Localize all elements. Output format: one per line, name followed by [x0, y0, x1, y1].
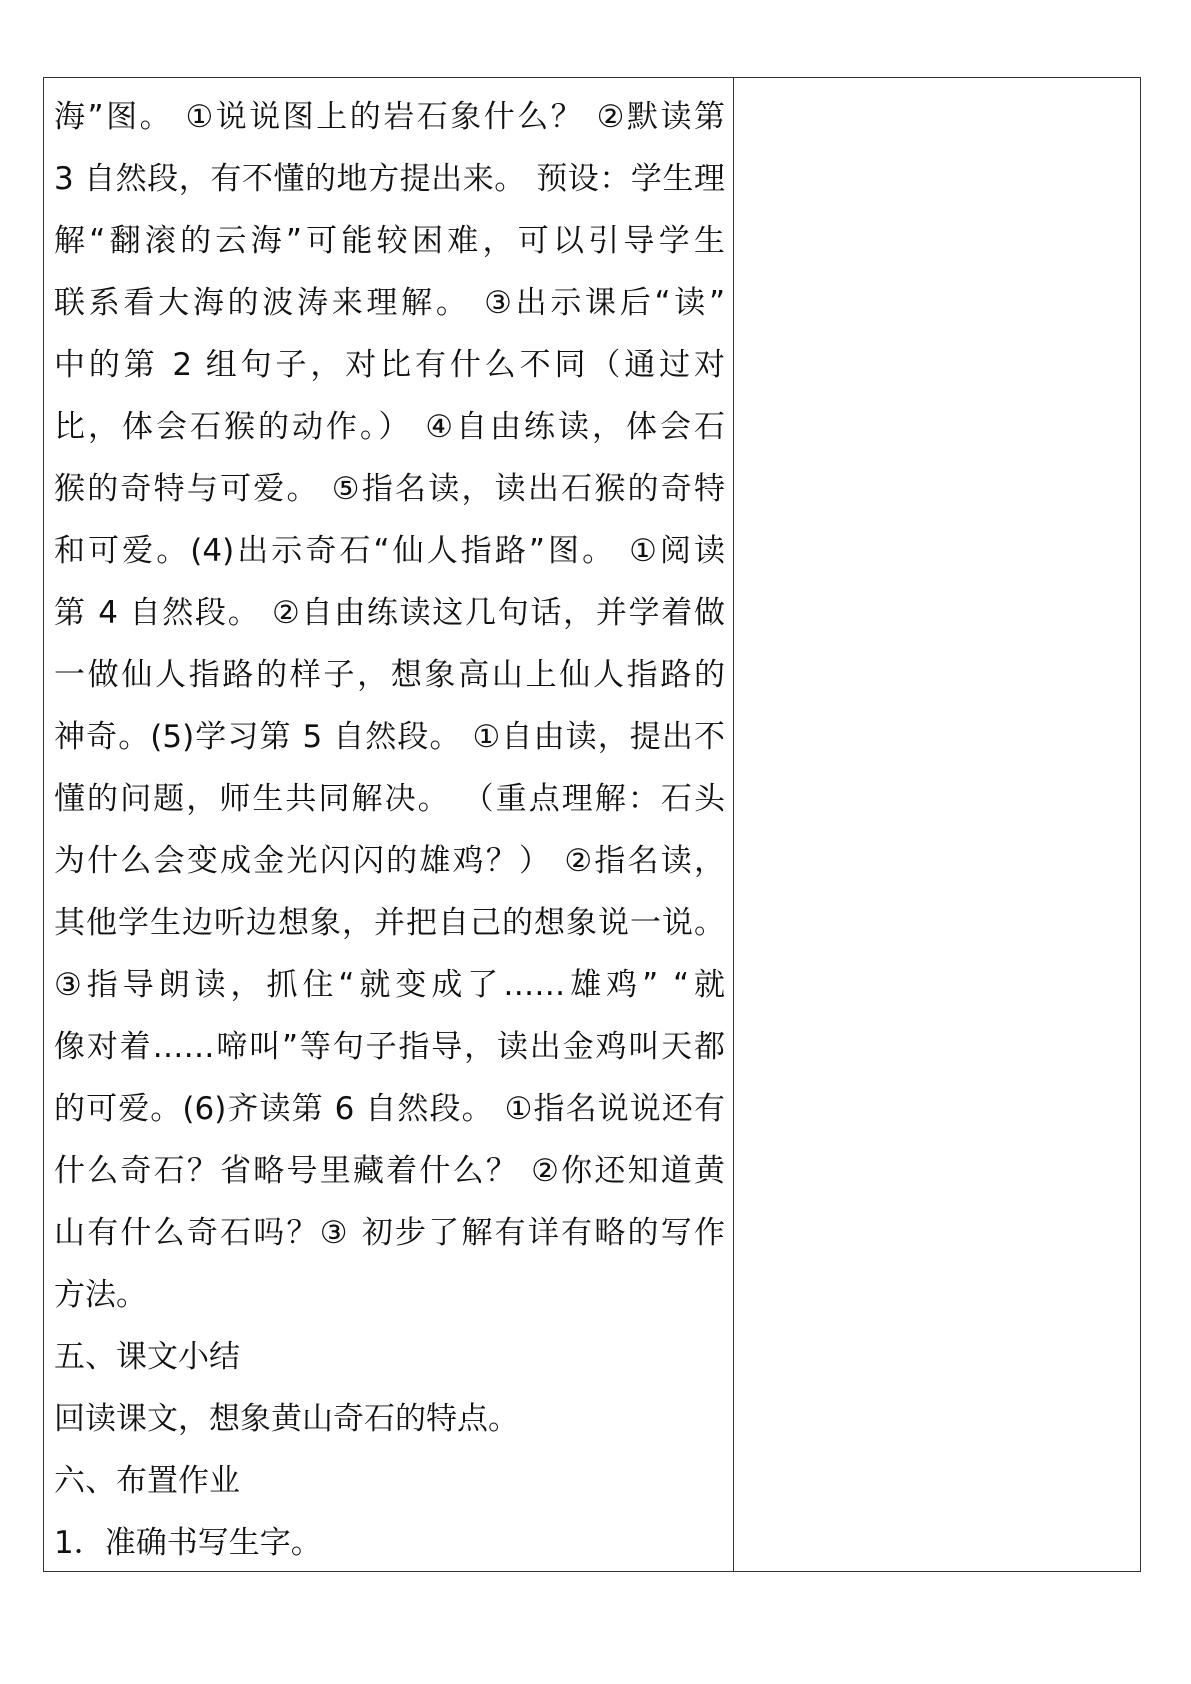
text-line: 海”图。 ①说说图上的岩石象什么？ ②默读第: [54, 99, 725, 135]
notes-cell: [734, 78, 1140, 1571]
text-line: 一做仙人指路的样子，想象高山上仙人指路的: [54, 657, 725, 693]
text-line: 中的第 2 组句子，对比有什么不同（通过对: [54, 347, 725, 383]
text-line: 其他学生边听边想象，并把自己的想象说一说。: [54, 905, 725, 941]
text-line: 懂的问题，师生共同解决。 （重点理解：石头: [54, 781, 725, 817]
text-line: 为什么会变成金光闪闪的雄鸡？） ②指名读，: [54, 843, 725, 879]
text-line: 比，体会石猴的动作。） ④自由练读，体会石: [54, 409, 725, 445]
text-line: 方法。: [54, 1277, 147, 1313]
text-line: 解“翻滚的云海”可能较困难，可以引导学生: [54, 223, 725, 259]
text-line: 第 4 自然段。 ②自由练读这几句话，并学着做: [54, 595, 725, 631]
text-line: 猴的奇特与可爱。 ⑤指名读，读出石猴的奇特: [54, 471, 725, 507]
lesson-content-cell: [44, 78, 734, 1571]
text-line: 回读课文，想象黄山奇石的特点。: [54, 1401, 519, 1437]
section-heading-summary: 五、课文小结: [54, 1339, 240, 1375]
text-line: 神奇。(5)学习第 5 自然段。 ①自由读，提出不: [54, 719, 725, 755]
text-line: 像对着……啼叫”等句子指导，读出金鸡叫天都: [54, 1029, 725, 1065]
text-line: 山有什么奇石吗？③ 初步了解有详有略的写作: [54, 1215, 725, 1251]
text-line: 3 自然段，有不懂的地方提出来。 预设：学生理: [54, 161, 725, 197]
text-line: 的可爱。(6)齐读第 6 自然段。 ①指名说说还有: [54, 1091, 725, 1127]
text-line: 什么奇石？省略号里藏着什么？ ②你还知道黄: [54, 1153, 725, 1189]
section-heading-homework: 六、布置作业: [54, 1463, 240, 1499]
lesson-plan-table: [43, 77, 1141, 1572]
text-line: 和可爱。(4)出示奇石“仙人指路”图。 ①阅读: [54, 533, 725, 569]
text-line: ③指导朗读，抓住“就变成了……雄鸡” “就: [54, 967, 725, 1003]
homework-item: 1．准确书写生字。: [54, 1525, 322, 1561]
text-line: 联系看大海的波涛来理解。 ③出示课后“读”: [54, 285, 725, 321]
